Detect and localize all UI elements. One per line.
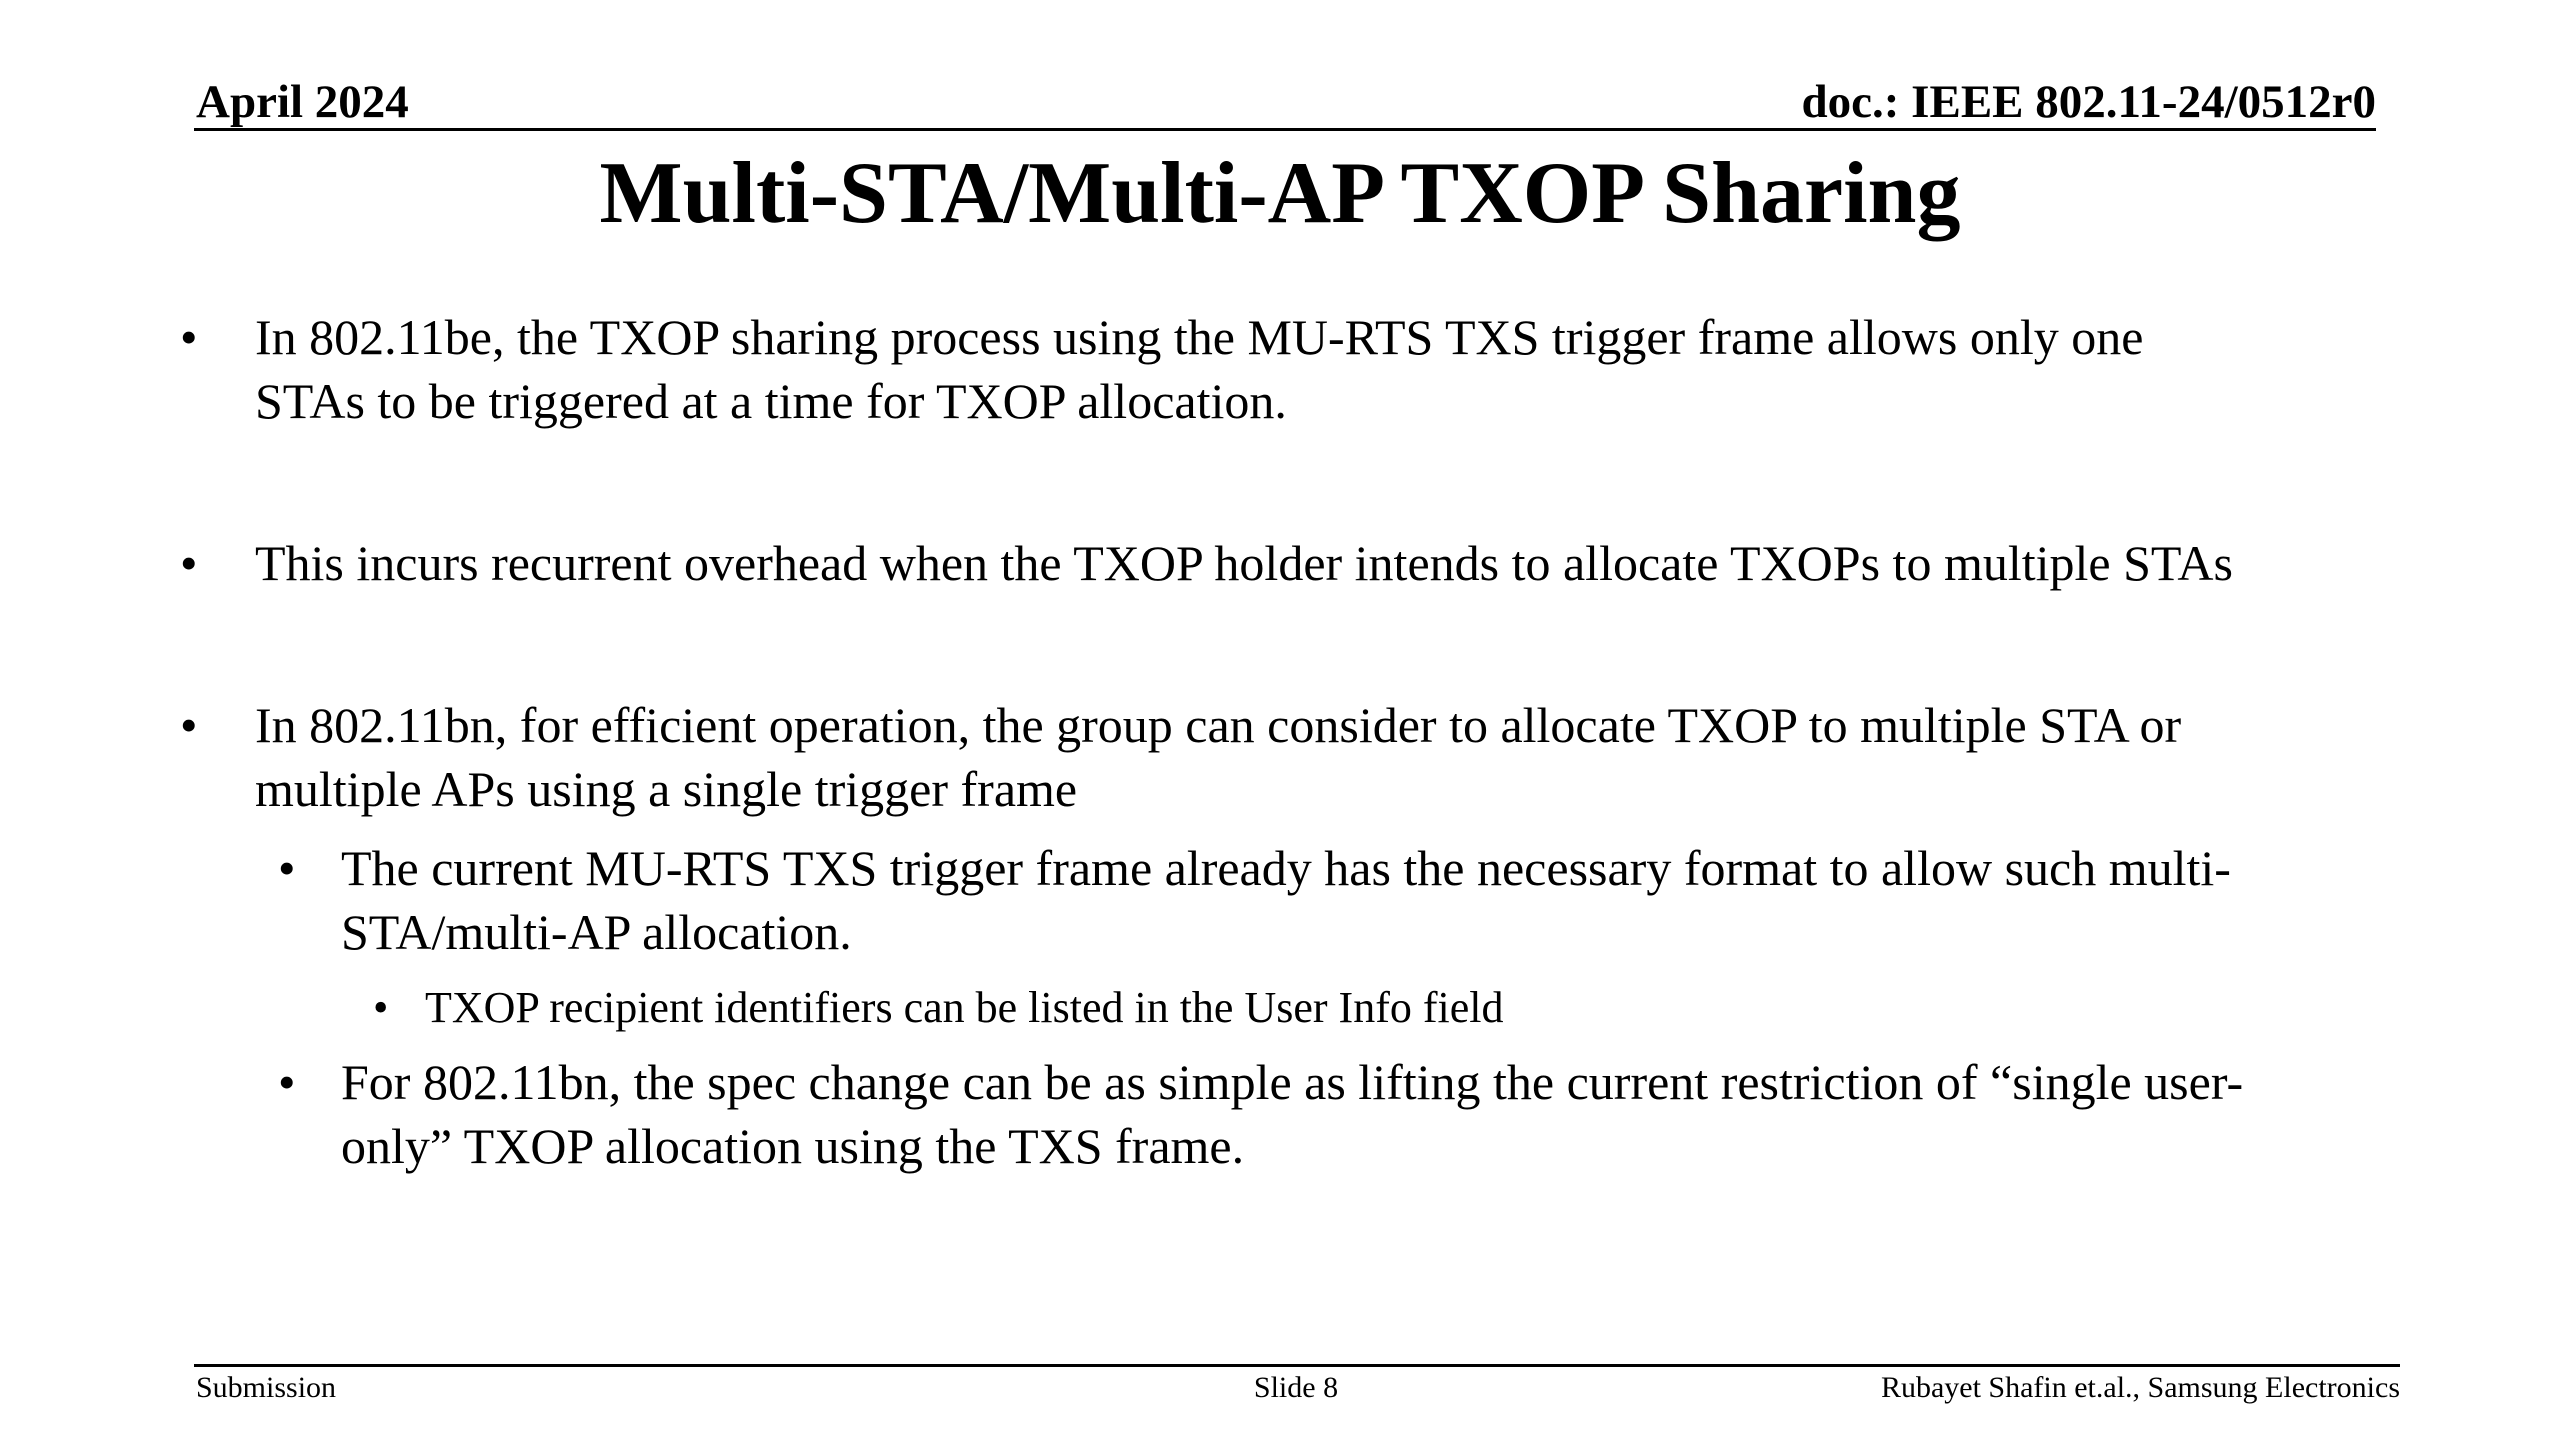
sub-sub-bullet-1-line-1: TXOP recipient identifiers can be listed in the User Info field <box>425 983 1504 1032</box>
bullet-marker: • <box>180 535 198 591</box>
sub-sub-bullet-marker: • <box>373 983 389 1032</box>
sub-bullet-1-line-1: The current MU-RTS TXS trigger frame already has the necessary format to allow such multi- <box>341 840 2231 896</box>
header-date: April 2024 <box>196 76 409 128</box>
sub-bullet-2-line-1: For 802.11bn, the spec change can be as simple as lifting the current restriction of “single user- <box>341 1054 2244 1110</box>
bullet-1-line-2: STAs to be triggered at a time for TXOP allocation. <box>255 373 1287 429</box>
header-doc-id: doc.: IEEE 802.11-24/0512r0 <box>1801 76 2376 128</box>
bullet-1-line-1: In 802.11be, the TXOP sharing process using the MU-RTS TXS trigger frame allows only one <box>255 309 2144 365</box>
footer-slide-number: Slide 8 <box>1253 1371 1339 1404</box>
sub-bullet-1-line-2: STA/multi-AP allocation. <box>341 904 852 960</box>
sub-bullet-2-line-2: only” TXOP allocation using the TXS frame. <box>341 1118 1245 1174</box>
bullet-marker: • <box>180 697 198 753</box>
sub-bullet-marker: • <box>278 840 296 896</box>
bullet-3-line-1: In 802.11bn, for efficient operation, the group can consider to allocate TXOP to multiple STA or <box>255 697 2182 753</box>
bullet-2-line-1: This incurs recurrent overhead when the TXOP holder intends to allocate TXOPs to multiple STAs <box>255 535 2234 591</box>
footer-author: Rubayet Shafin et.al., Samsung Electronics <box>1880 1371 2400 1404</box>
footer-submission: Submission <box>196 1371 337 1404</box>
sub-bullet-marker: • <box>278 1054 296 1110</box>
bullet-marker: • <box>180 309 198 365</box>
slide-title: Multi-STA/Multi-AP TXOP Sharing <box>599 145 1961 242</box>
footer-rule <box>194 1364 2400 1367</box>
header-rule <box>194 128 2376 131</box>
bullet-3-line-2: multiple APs using a single trigger frame <box>255 761 1078 817</box>
